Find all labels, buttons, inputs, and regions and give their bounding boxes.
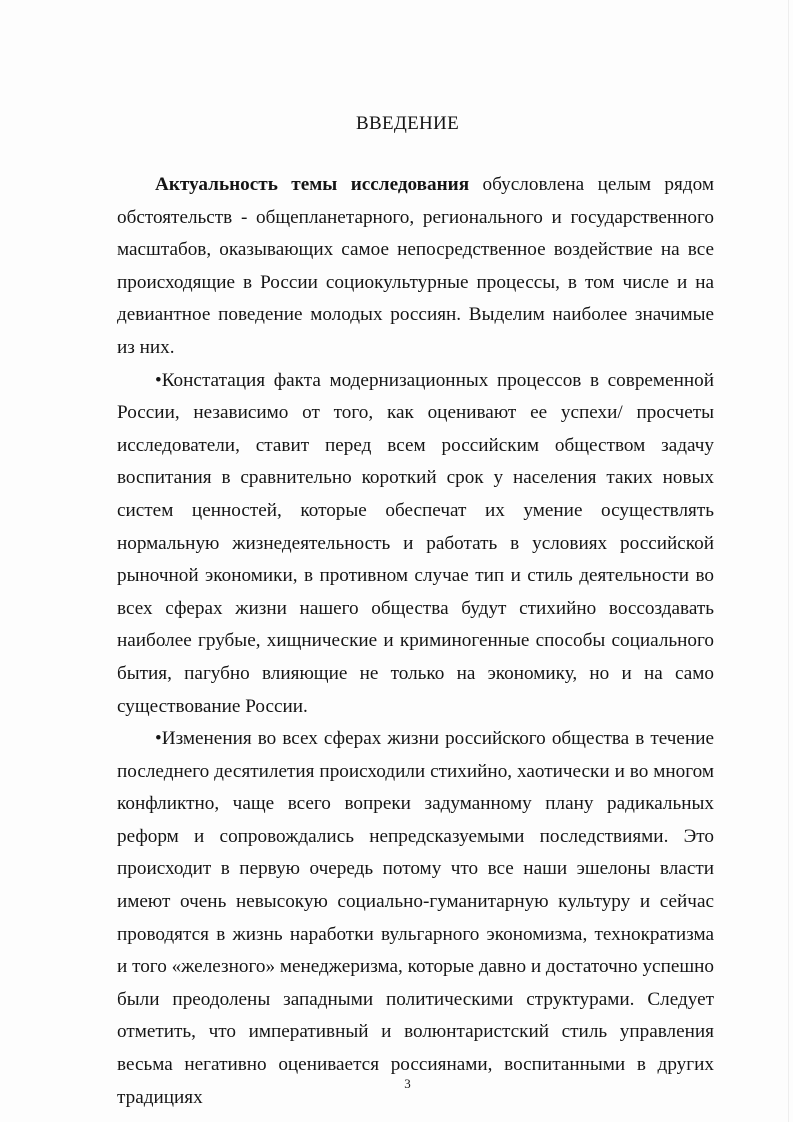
paragraph-changes [117, 723, 714, 1114]
page-title: ВВЕДЕНИЕ [356, 113, 459, 134]
paragraph-relevance [117, 169, 714, 365]
page-number: 3 [404, 1076, 411, 1091]
paragraph-text: •Констатация факта модернизационных процессов в современной России, независимо от того, как оценивают ее успехи/ просчеты исследователи, ставит перед всем российским обществом задачу воспитания в сравнительно короткий срок у населения таких новых систем ценностей, которые обеспечат их умение осуществлять нормальную жизнедеятельность и работать в условиях российской рыночной экономики, в противном случае тип и стиль деятельности во всех сферах жизни нашего общества будут стихийно воссоздавать наиболее грубые, хищнические и криминогенные способы социального бытия, пагубно влияющие не только на экономику, но и на само существование России. [117, 369, 714, 717]
scan-artifact [788, 0, 789, 1122]
paragraph-bold-lead: Актуальность темы исследования [155, 174, 470, 195]
document-body [117, 169, 714, 1114]
paragraph-modernization [117, 365, 714, 724]
paragraph-text: обусловлена целым рядом обстоятельств - общепланетарного, регионального и государственного масштабов, оказывающих самое непосредственное воздействие на все происходящие в России социокультурные процессы, в том числе и на девиантное поведение молодых россиян. Выделим наиболее значимые из них. [117, 174, 714, 358]
paragraph-text: •Изменения во всех сферах жизни российского общества в течение последнего десятилетия происходили стихийно, хаотически и во многом конфликтно, чаще всего вопреки задуманному плану радикальных реформ и сопровождались непредсказуемыми последствиями. Это происходит в первую очередь потому что все наши эшелоны власти имеют очень невысокую социально-гуманитарную культуру и сейчас проводятся в жизнь наработки вульгарного экономизма, технократизма и того «железного» менеджеризма, которые давно и достаточно успешно были преодолены западными политическими структурами. Следует отметить, что императивный и волюнтаристский стиль управления весьма негативно оценивается россиянами, воспитанными в других традициях [117, 728, 714, 1108]
